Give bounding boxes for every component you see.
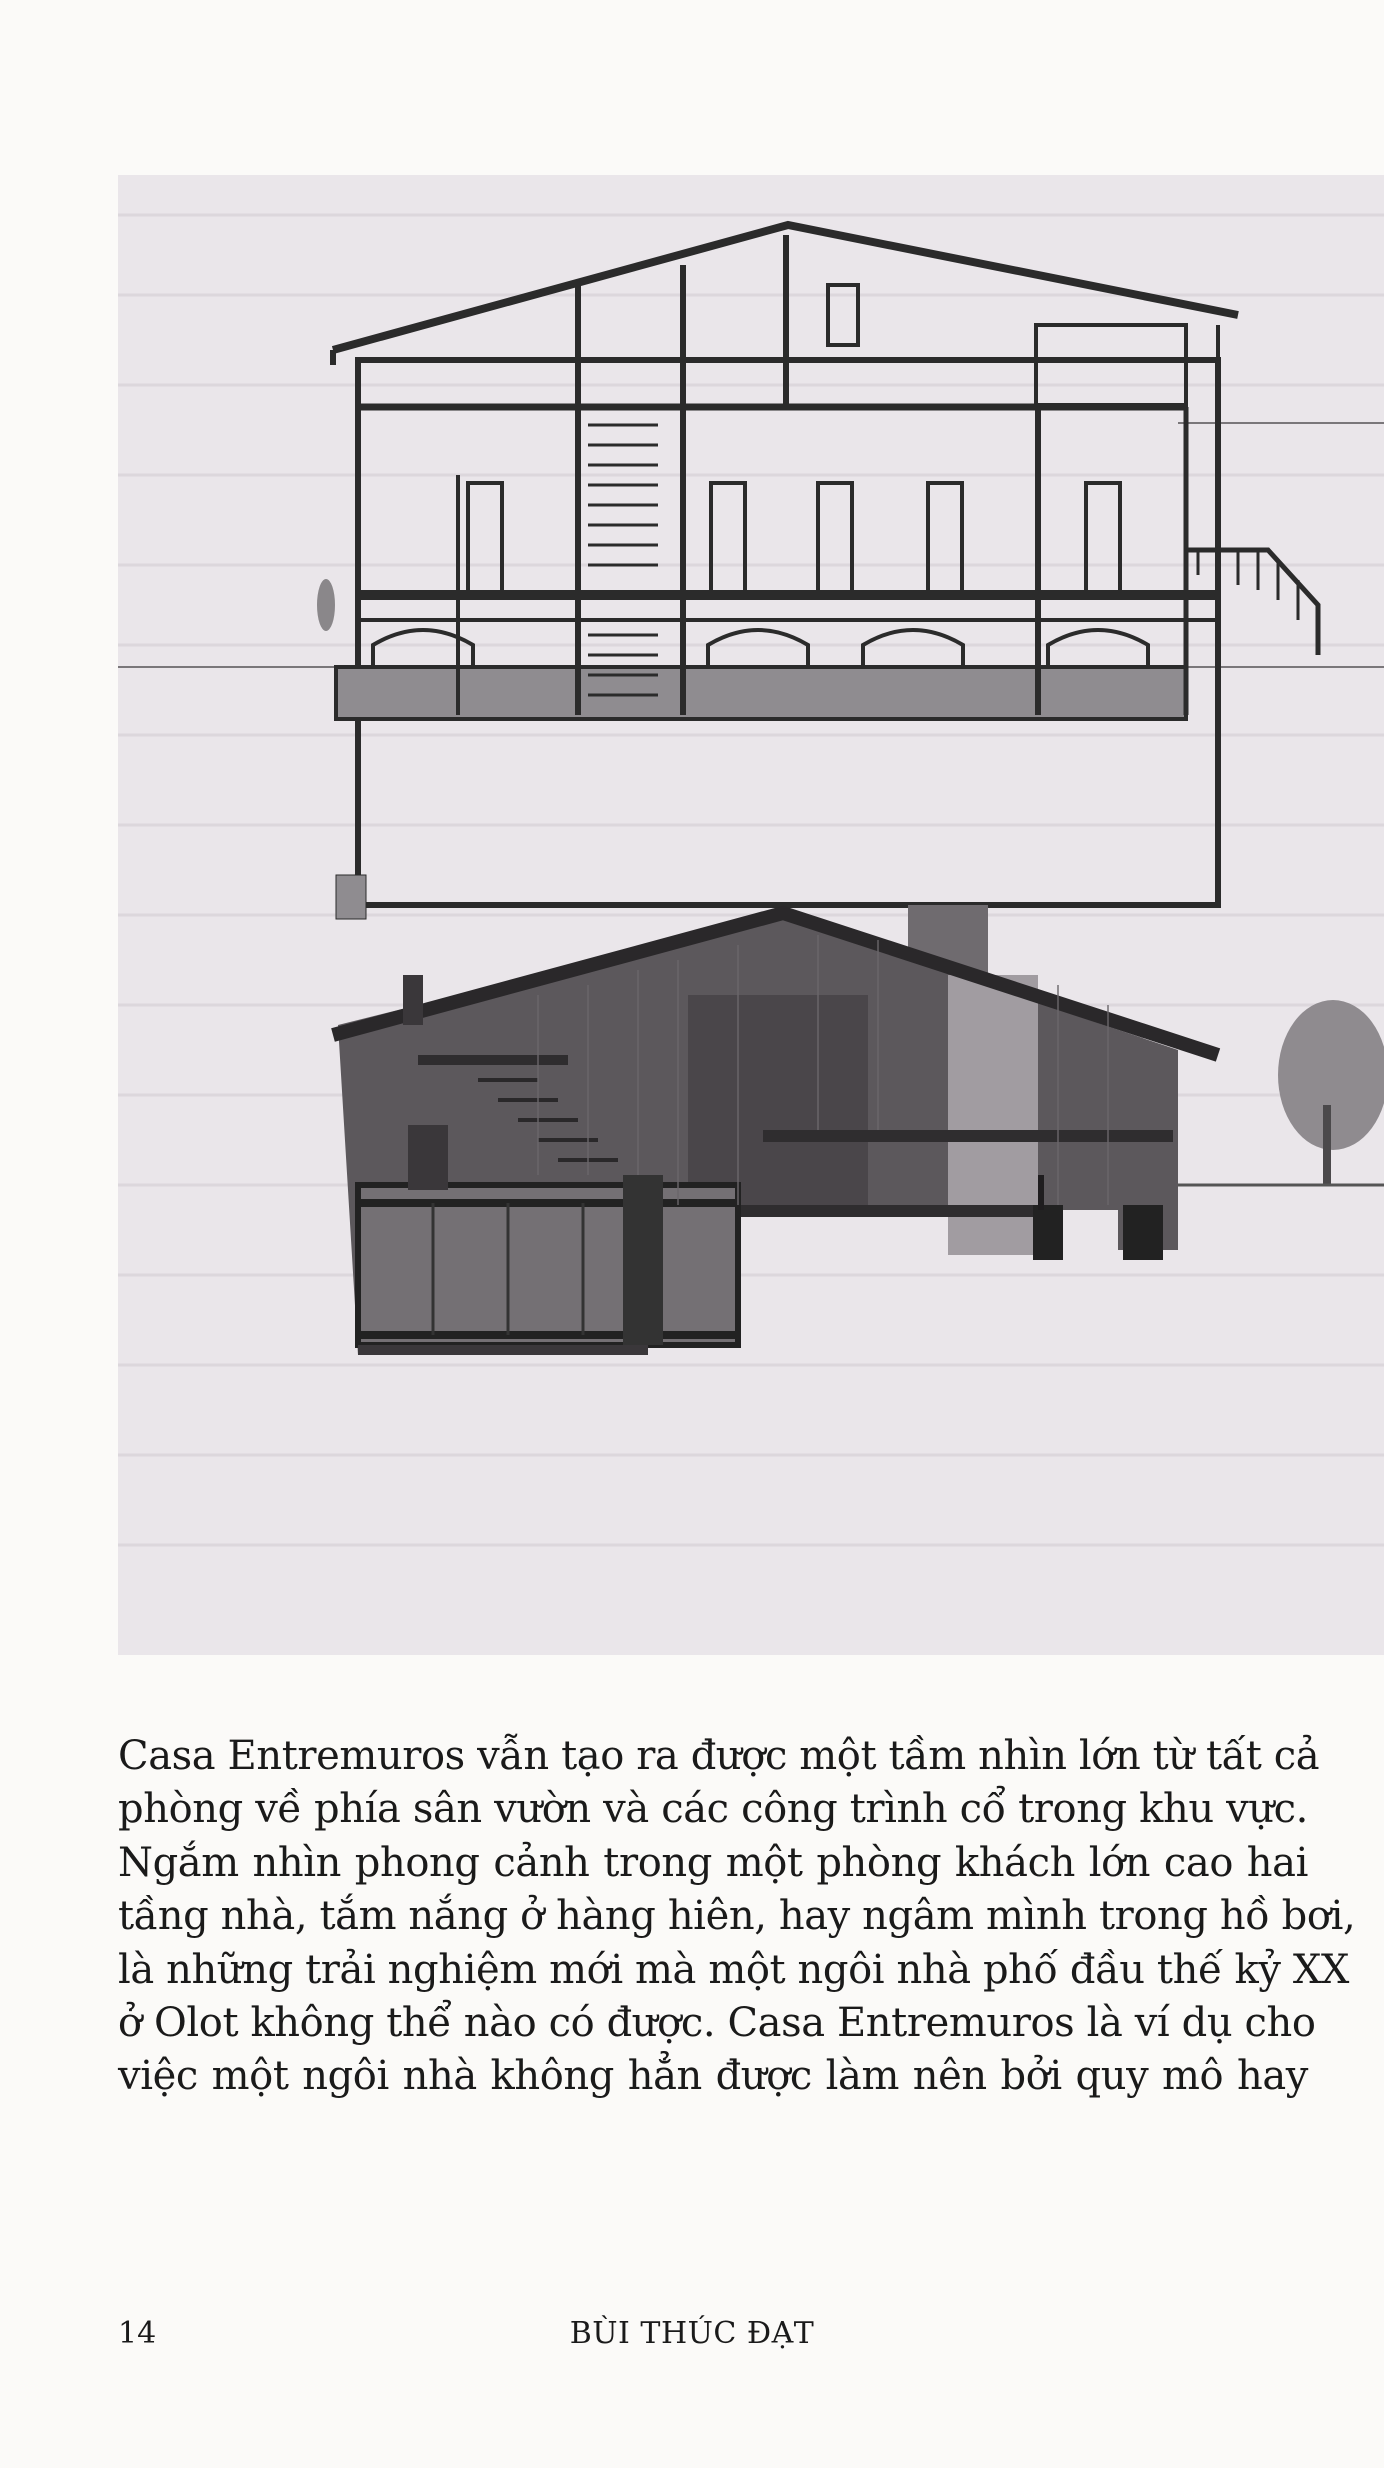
body-line-4: tầng nhà, tắm nắng ở hàng hiên, hay ngâm mình trong hồ bơi, <box>118 1893 1356 1940</box>
body-line-1: Casa Entremuros vẫn tạo ra được một tầm nhìn lớn từ tất cả <box>118 1733 1320 1779</box>
body-line-5: là những trải nghiệm mới mà một ngôi nhà phố đầu thế kỷ XX <box>118 1946 1349 1993</box>
building-section-line-drawing <box>118 225 1384 919</box>
body-line-6: ở Olot không thể nào có được. Casa Entremuros là ví dụ cho <box>118 1999 1316 2046</box>
body-line-2: phòng về phía sân vườn và các công trình cổ trong khu vực. <box>118 1786 1308 1833</box>
body-text <box>118 1730 1356 2104</box>
body-line-3: Ngắm nhìn phong cảnh trong một phòng khách lớn cao hai <box>118 1839 1308 1886</box>
architectural-figure <box>118 175 1384 1655</box>
building-section-rendering <box>333 905 1384 1355</box>
page-footer <box>0 2316 1384 2366</box>
section-drawings <box>118 175 1384 1655</box>
running-head: BÙI THÚC ĐẠT <box>569 2316 815 2351</box>
page-number: 14 <box>118 2316 157 2351</box>
paper-texture <box>118 215 1384 1545</box>
body-line-7: việc một ngôi nhà không hẳn được làm nên bởi quy mô hay <box>118 2053 1308 2100</box>
